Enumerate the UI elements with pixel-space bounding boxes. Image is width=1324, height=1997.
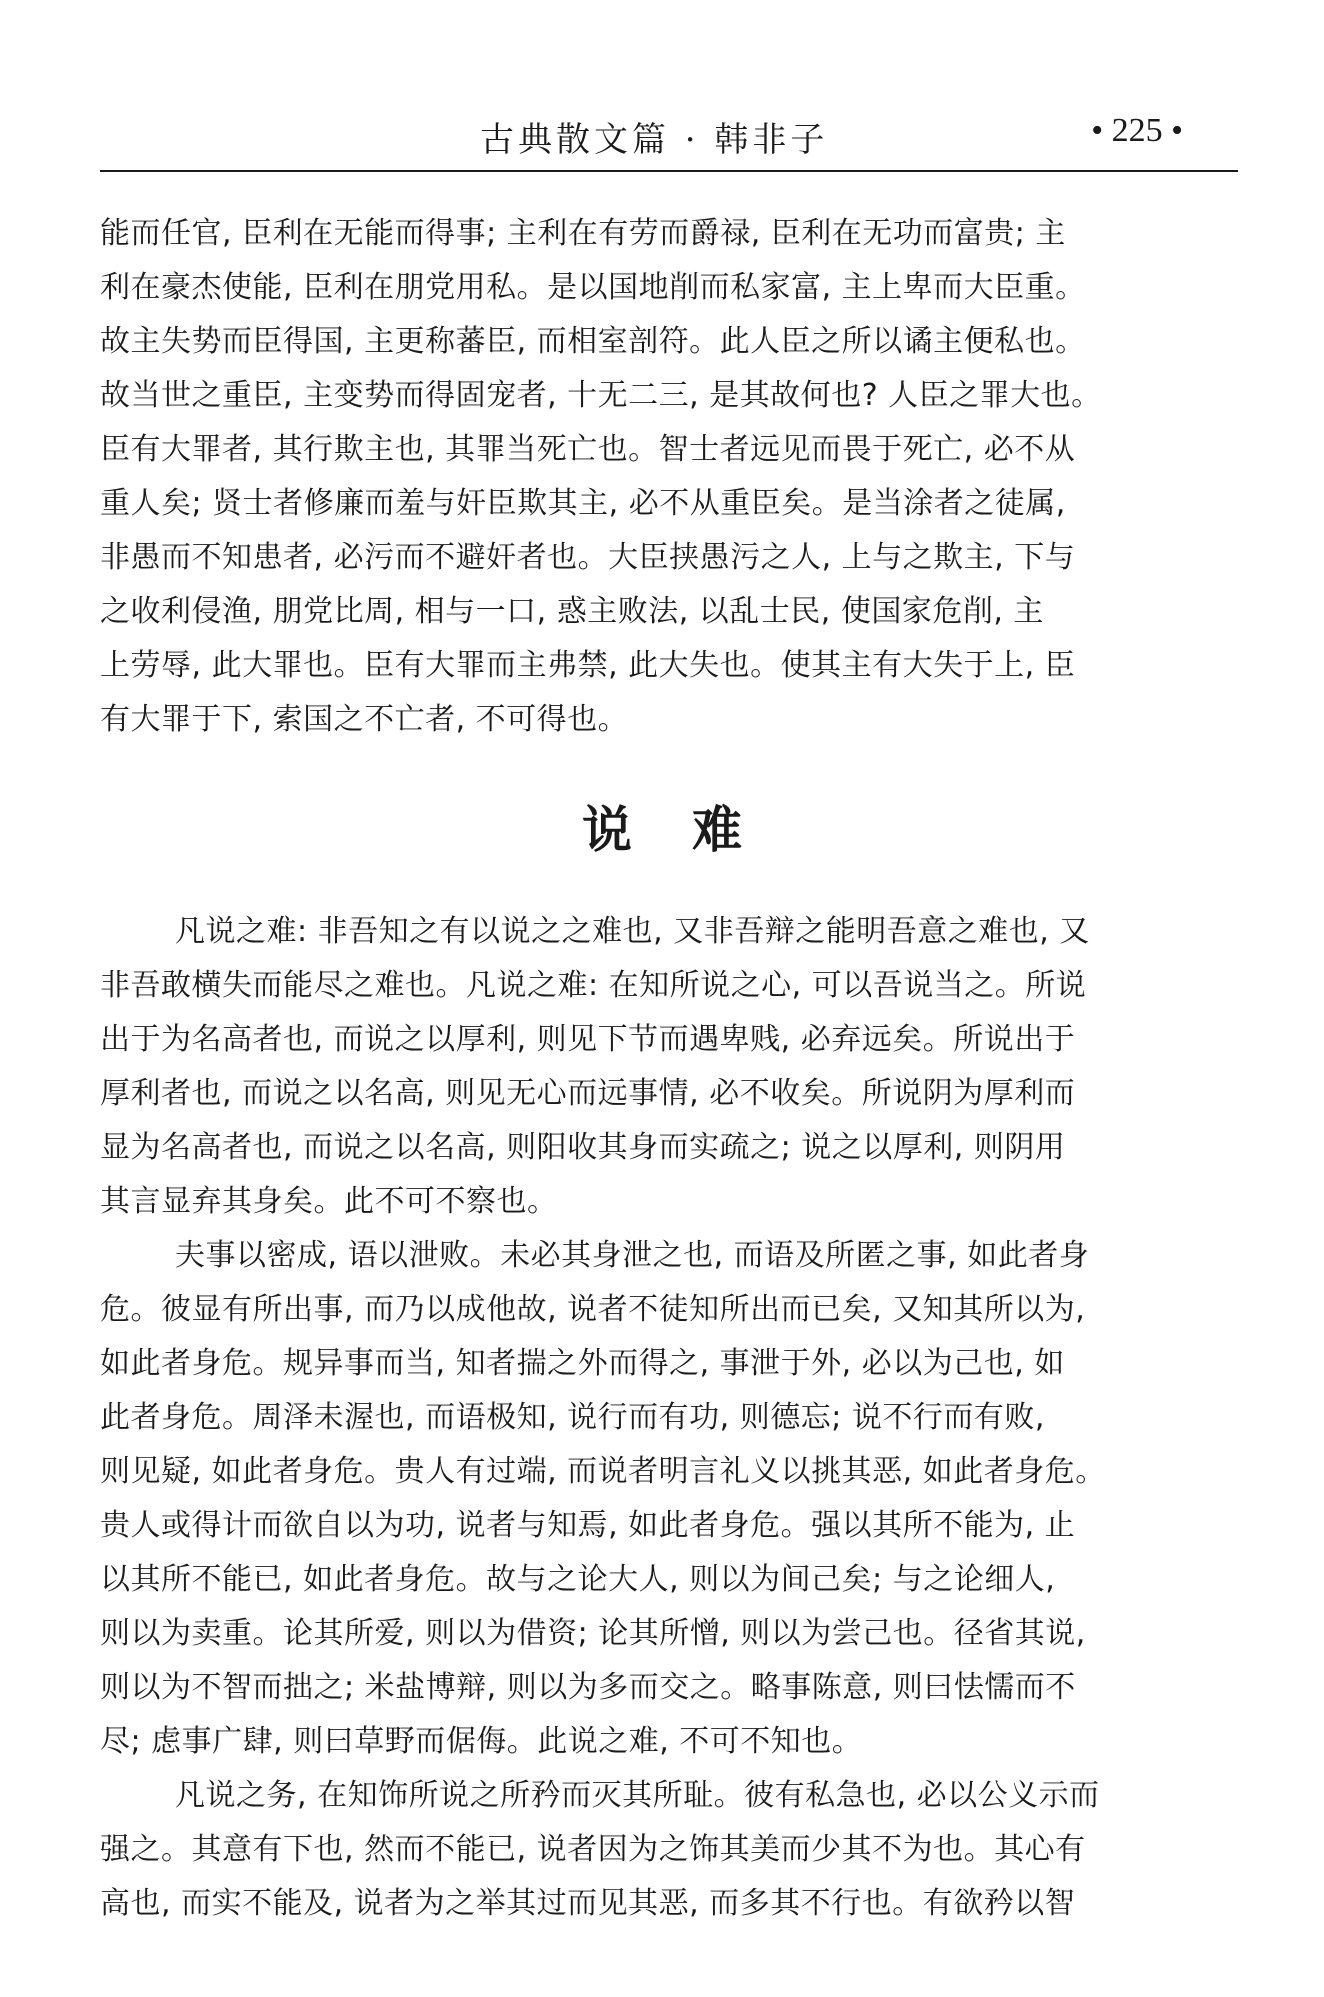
paragraph-first-line: 夫事以密成, 语以泄败。未必其身泄之也, 而语及所匿之事, 如此者身 [175, 1238, 1090, 1273]
running-title: 古典散文篇 · 韩非子 [480, 120, 829, 160]
text-line: 如此者身危。规异事而当, 知者揣之外而得之, 事泄于外, 必以为己也, 如 [100, 1346, 1065, 1381]
text-line: 贵人或得计而欲自以为功, 说者与知焉, 如此者身危。强以其所不能为, 止 [100, 1508, 1076, 1543]
page-number: • 225 • [1091, 112, 1183, 149]
section-title: 说难 [582, 801, 802, 859]
text-line: 此者身危。周泽未渥也, 而语极知, 说行而有功, 则德忘; 说不行而有败, [100, 1400, 1045, 1435]
text-line: 尽; 虑事广肆, 则曰草野而倨侮。此说之难, 不可不知也。 [100, 1724, 863, 1759]
text-line: 高也, 而实不能及, 说者为之举其过而见其恶, 而多其不行也。有欲矜以智 [100, 1886, 1076, 1921]
text-line: 上劳辱, 此大罪也。臣有大罪而主弗禁, 此大失也。使其主有大失于上, 臣 [100, 648, 1076, 683]
text-line: 利在豪杰使能, 臣利在朋党用私。是以国地削而私家富, 主上卑而大臣重。 [100, 270, 1086, 305]
text-line: 非吾敢横失而能尽之难也。凡说之难: 在知所说之心, 可以吾说当之。所说 [100, 968, 1087, 1003]
text-line: 以其所不能已, 如此者身危。故与之论大人, 则以为间己矣; 与之论细人, [100, 1562, 1056, 1597]
continued-text [100, 207, 1238, 747]
text-line: 臣有大罪者, 其行欺主也, 其罪当死亡也。智士者远见而畏于死亡, 必不从 [100, 432, 1076, 467]
paragraph-first-line: 凡说之务, 在知饰所说之所矜而灭其所耻。彼有私急也, 必以公义示而 [175, 1778, 1100, 1813]
text-line: 出于为名高者也, 而说之以厚利, 则见下节而遇卑贱, 必弃远矣。所说出于 [100, 1022, 1076, 1057]
paragraph-first-line: 凡说之难: 非吾知之有以说之之难也, 又非吾辩之能明吾意之难也, 又 [175, 914, 1090, 949]
text-line: 故当世之重臣, 主变势而得固宠者, 十无二三, 是其故何也? 人臣之罪大也。 [100, 378, 1102, 413]
text-line: 能而任官, 臣利在无能而得事; 主利在有劳而爵禄, 臣利在无功而富贵; 主 [100, 216, 1066, 251]
text-line: 重人矣; 贤士者修廉而羞与奸臣欺其主, 必不从重臣矣。是当涂者之徒属, [100, 486, 1066, 521]
text-line: 危。彼显有所出事, 而乃以成他故, 说者不徒知所出而已矣, 又知其所以为, [100, 1292, 1086, 1327]
text-line: 强之。其意有下也, 然而不能已, 说者因为之饰其美而少其不为也。其心有 [100, 1832, 1086, 1867]
text-line: 显为名高者也, 而说之以名高, 则阳收其身而实疏之; 说之以厚利, 则阴用 [100, 1130, 1066, 1165]
text-line: 故主失势而臣得国, 主更称蕃臣, 而相室剖符。此人臣之所以谲主便私也。 [100, 324, 1086, 359]
section-text [100, 905, 1238, 1931]
text-line: 有大罪于下, 索国之不亡者, 不可得也。 [100, 702, 629, 737]
text-line: 则以为卖重。论其所爱, 则以为借资; 论其所憎, 则以为尝己也。径省其说, [100, 1616, 1086, 1651]
text-line: 则见疑, 如此者身危。贵人有过端, 而说者明言礼义以挑其恶, 如此者身危。 [100, 1454, 1106, 1489]
text-line: 之收利侵渔, 朋党比周, 相与一口, 惑主败法, 以乱士民, 使国家危削, 主 [100, 594, 1044, 629]
text-line: 则以为不智而拙之; 米盐博辩, 则以为多而交之。略事陈意, 则曰怯懦而不 [100, 1670, 1076, 1705]
running-header [100, 100, 1238, 172]
text-line: 厚利者也, 而说之以名高, 则见无心而远事情, 必不收矣。所说阴为厚利而 [100, 1076, 1076, 1111]
text-line: 其言显弃其身矣。此不可不察也。 [100, 1184, 558, 1219]
text-line: 非愚而不知患者, 必污而不避奸者也。大臣挟愚污之人, 上与之欺主, 下与 [100, 540, 1076, 575]
